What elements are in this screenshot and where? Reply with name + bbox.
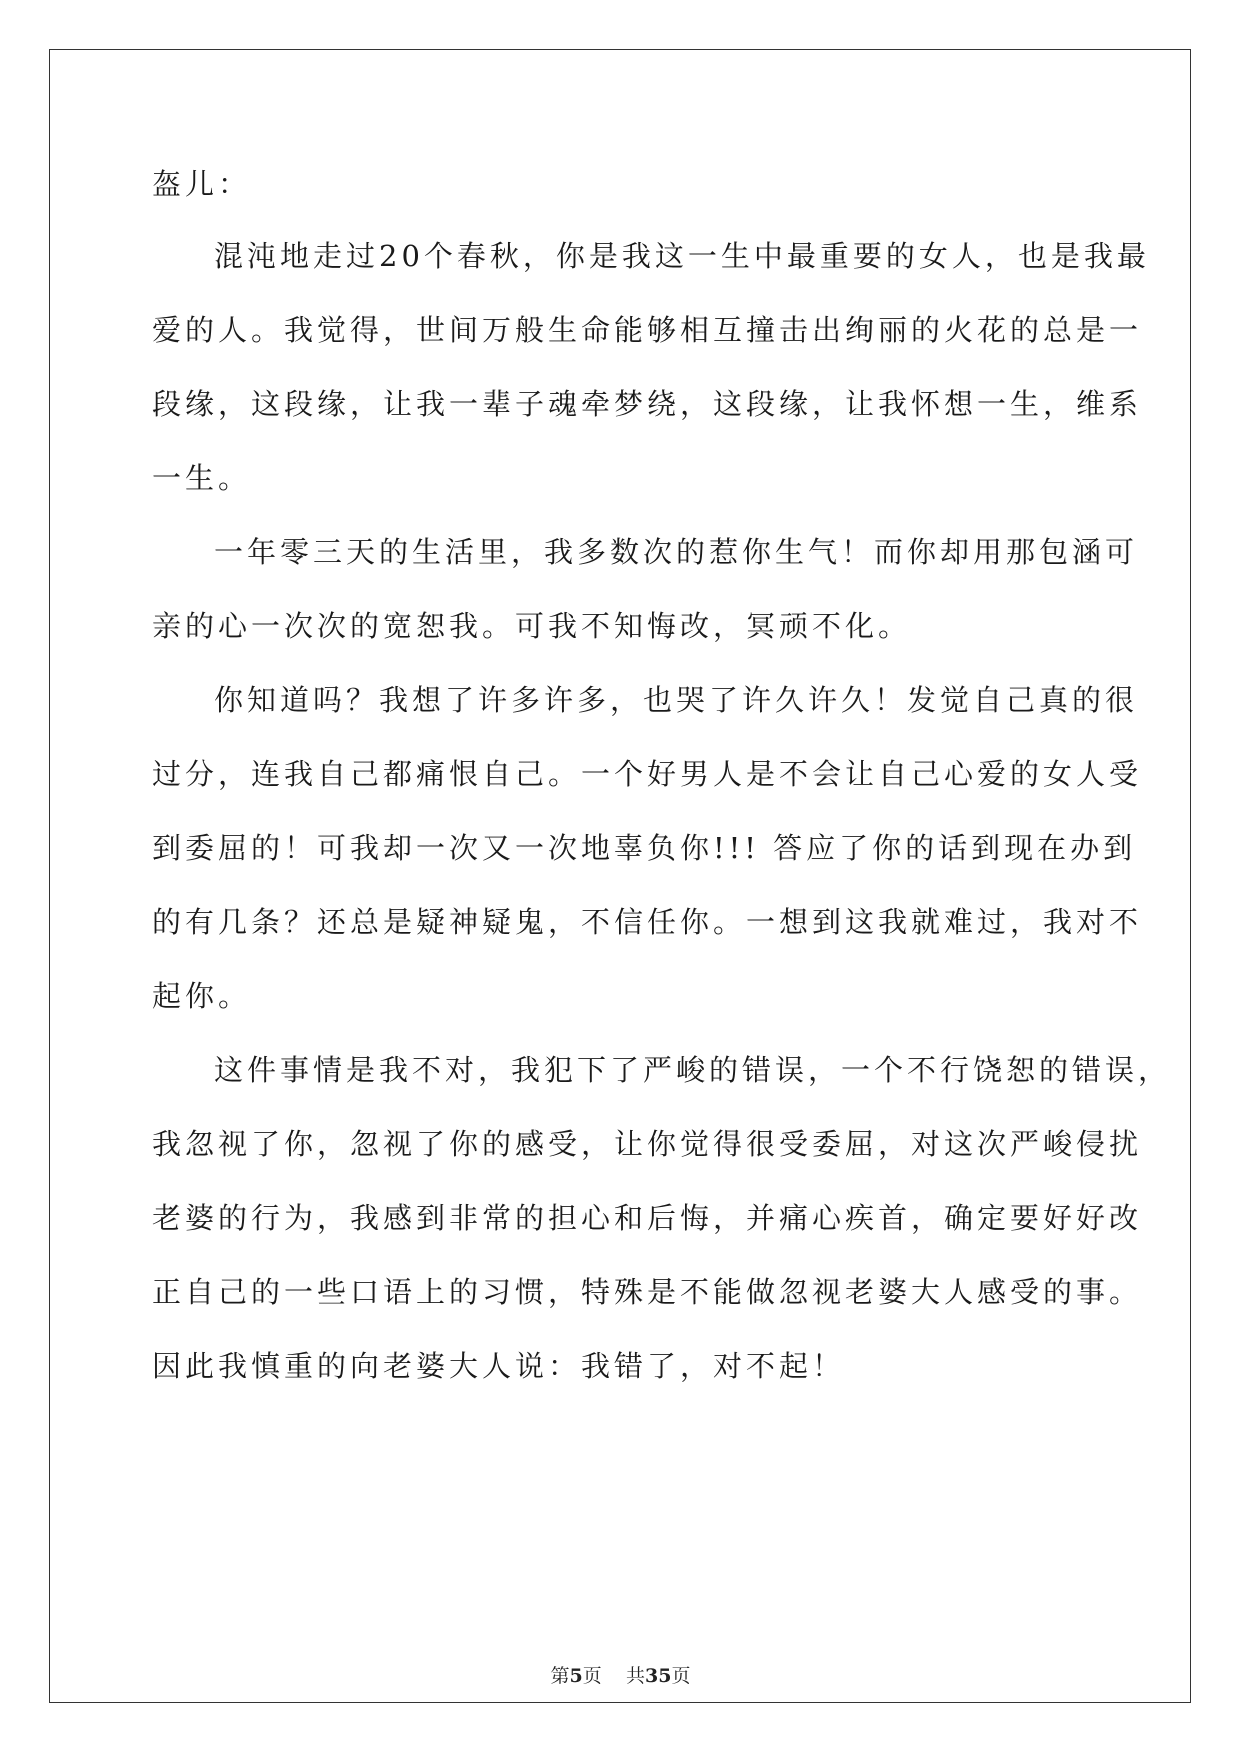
paragraph-4-line-1: 这件事情是我不对，我犯下了严峻的错误，一个不行饶恕的错误，: [214, 1053, 1172, 1087]
paragraph-4-line-3: 老婆的行为，我感到非常的担心和后悔，并痛心疾首，确定要好好改: [152, 1201, 1143, 1235]
paragraph-3-line-4: 的有几条？还总是疑神疑鬼，不信任你。一想到这我就难过，我对不: [152, 905, 1143, 939]
paragraph-1-line-3: 段缘，这段缘，让我一辈子魂牵梦绕，这段缘，让我怀想一生，维系: [152, 387, 1143, 421]
paragraph-4-line-2: 我忽视了你，忽视了你的感受，让你觉得很受委屈，对这次严峻侵扰: [152, 1127, 1143, 1161]
paragraph-1-line-2: 爱的人。我觉得，世间万般生命能够相互撞击出绚丽的火花的总是一: [152, 313, 1143, 347]
paragraph-4-line-5: 因此我慎重的向老婆大人说：我错了，对不起！: [152, 1349, 846, 1383]
page-current: 5: [569, 1665, 583, 1687]
paragraph-3-line-5: 起你。: [152, 979, 252, 1013]
page-suffix: 页: [582, 1665, 602, 1687]
paragraph-3-line-3: 到委屈的！可我却一次又一次地辜负你!!! 答应了你的话到现在办到: [152, 831, 1137, 865]
paragraph-4-line-4: 正自己的一些口语上的习惯，特殊是不能做忽视老婆大人感受的事。: [152, 1275, 1143, 1309]
total-prefix: 共: [625, 1665, 645, 1687]
total-suffix: 页: [671, 1665, 691, 1687]
paragraph-3-line-1: 你知道吗？我想了许多许多，也哭了许久许久！发觉自己真的很: [214, 683, 1139, 717]
paragraph-1-line-4: 一生。: [152, 461, 252, 495]
page-border: [49, 49, 1191, 1703]
paragraph-2-line-2: 亲的心一次次的宽恕我。可我不知悔改，冥顽不化。: [152, 609, 912, 643]
paragraph-1-line-1: 混沌地走过20个春秋，你是我这一生中最重要的女人，也是我最: [214, 239, 1150, 273]
paragraph-3-line-2: 过分，连我自己都痛恨自己。一个好男人是不会让自己心爱的女人受: [152, 757, 1143, 791]
page-total: 35: [644, 1665, 672, 1687]
page-prefix: 第: [550, 1665, 570, 1687]
page-footer: [0, 1664, 1241, 1688]
paragraph-2-line-1: 一年零三天的生活里，我多数次的惹你生气！而你却用那包涵可: [214, 535, 1139, 569]
salutation: 盔儿：: [152, 167, 252, 201]
